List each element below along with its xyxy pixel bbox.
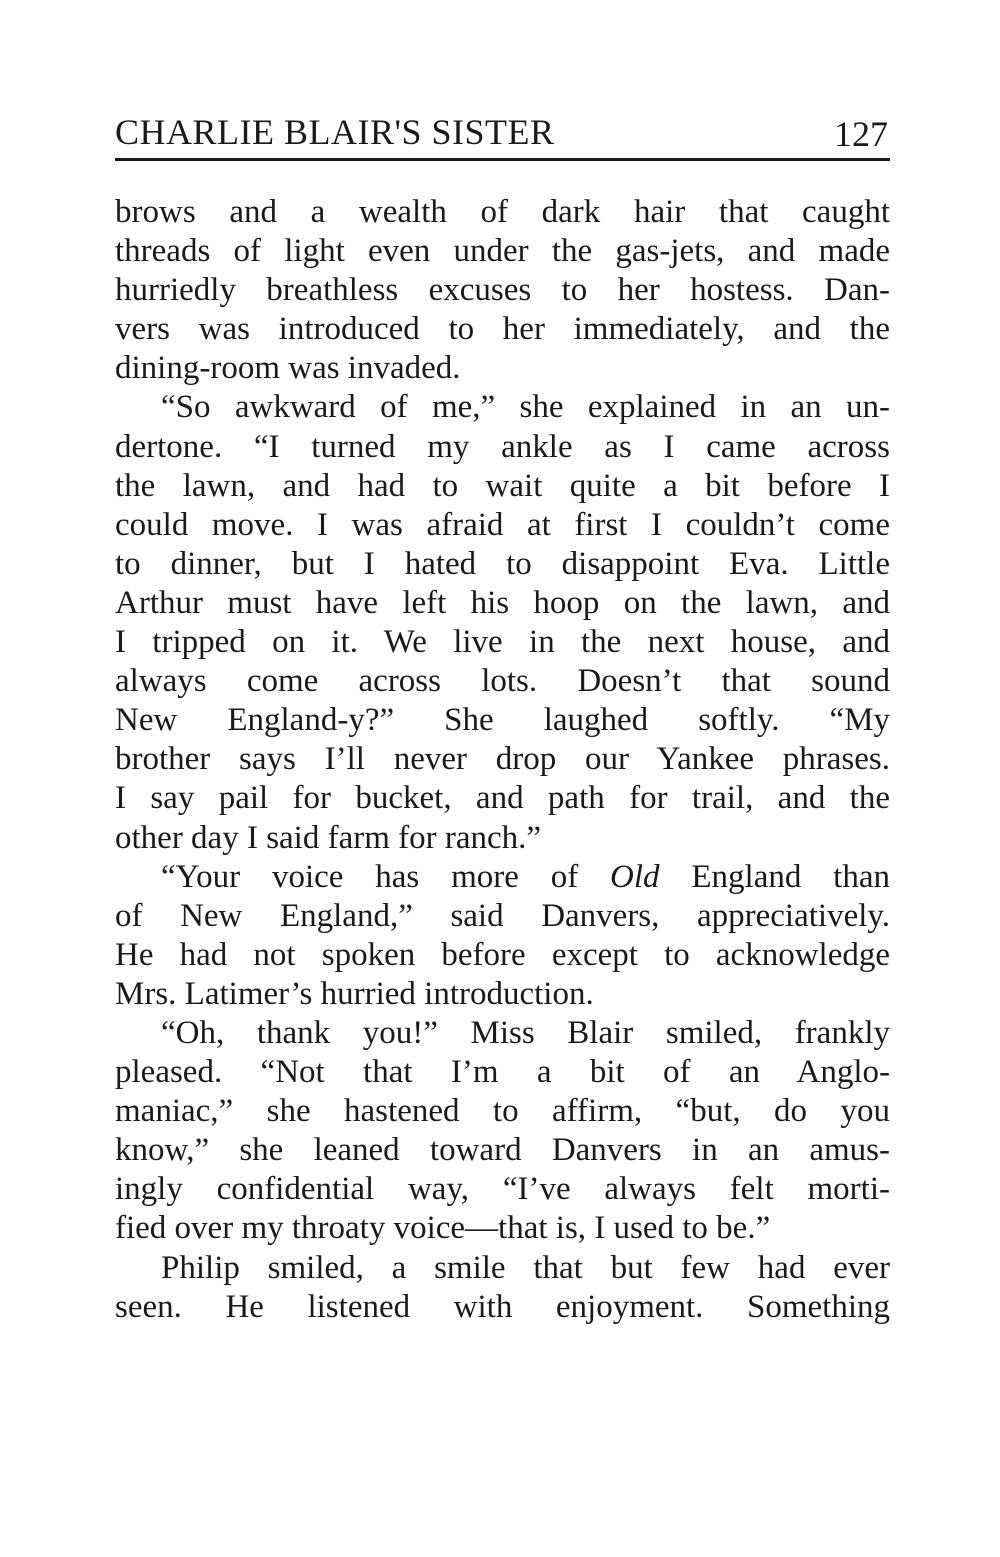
text-line: other day I said farm for ranch.” [115,819,542,856]
text-line: dertone. “I turned my ankle as I came across [115,428,890,465]
text-segment: England than [691,858,890,895]
header-rule [115,158,890,161]
text-line: I tripped on it. We live in the next house, and [115,624,890,661]
text-line: could move. I was afraid at first I couldn’t come [115,506,890,543]
running-head [115,108,890,156]
text-line: Philip smiled, a smile that but few had ever [161,1249,890,1286]
text-line-mixed [115,858,890,897]
text-line: “Oh, thank you!” Miss Blair smiled, frankly [161,1014,890,1051]
text-line: Mrs. Latimer’s hurried introduction. [115,975,594,1012]
text-line: “So awkward of me,” she explained in an un- [161,389,890,426]
text-line: New England-y?” She laughed softly. “My [115,702,890,739]
text-line: brother says I’ll never drop our Yankee phrases. [115,741,890,778]
text-line: brows and a wealth of dark hair that caught [115,194,890,230]
text-line: fied over my throaty voice—that is, I used to be.” [115,1210,771,1247]
text-line: always come across lots. Doesn’t that sound [115,663,890,700]
page-number: 127 [834,114,888,154]
text-line: He had not spoken before except to acknowledge [115,936,890,973]
text-line: seen. He listened with enjoyment. Something [115,1288,890,1325]
text-segment: “Your voice has more of [161,858,579,895]
text-line: pleased. “Not that I’m a bit of an Anglo- [115,1054,890,1091]
text-line: vers was introduced to her immediately, and the [115,311,890,348]
text-line: I say pail for bucket, and path for trail, and the [115,780,890,817]
running-title: CHARLIE BLAIR'S SISTER [115,112,555,152]
body-text [115,193,890,1327]
text-line: ingly confidential way, “I’ve always felt morti- [115,1171,890,1208]
text-line: hurriedly breathless excuses to her hostess. Dan- [115,272,890,309]
text-line: the lawn, and had to wait quite a bit before I [115,467,890,504]
text-line: dining-room was invaded. [115,350,461,387]
text-line: threads of light even under the gas-jets, and made [115,233,890,270]
text-line: maniac,” she hastened to affirm, “but, do you [115,1093,890,1130]
text-line: Arthur must have left his hoop on the lawn, and [115,584,890,621]
text-line: to dinner, but I hated to disappoint Eva. Little [115,545,890,582]
italic-word: Old [610,858,660,895]
text-line: of New England,” said Danvers, appreciatively. [115,897,890,934]
text-line: know,” she leaned toward Danvers in an amus- [115,1132,890,1169]
